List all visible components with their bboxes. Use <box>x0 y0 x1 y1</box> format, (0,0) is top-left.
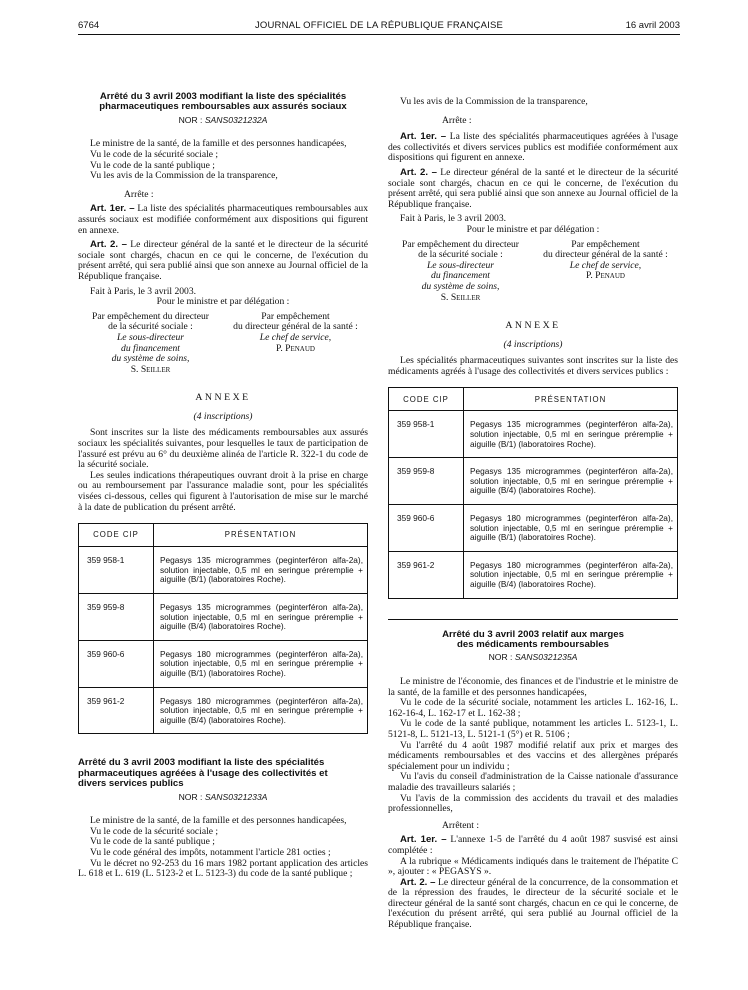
table-row: 359 959-8 Pegasys 135 microgrammes (peginterféron alfa-2a), solution injectable, 0,5 ml en seringue préremplie + aiguille (B/4) (laboratoires Roche). <box>389 458 678 505</box>
table-row: 359 958-1 Pegasys 135 microgrammes (peginterféron alfa-2a), solution injectable, 0,5 ml en seringue préremplie + aiguille (B/1) (laboratoires Roche). <box>79 547 368 594</box>
arrete1-inscriptions: (4 inscriptions) <box>193 410 253 422</box>
issue-date: 16 avril 2003 <box>625 20 680 31</box>
arrete3-vu: Vu le code de la sécurité sociale, notamment les articles L. 162-16, L. 162-16-4, L. 162-17 et L. 162-38 ; <box>388 697 678 719</box>
arrete1-nor: NOR : SANS0321232A <box>178 114 268 125</box>
arrete2-inscriptions: (4 inscriptions) <box>503 338 563 350</box>
arrete1-vu: Vu le code de la sécurité sociale ; <box>90 149 219 160</box>
arrete2-fait: Fait à Paris, le 3 avril 2003. <box>400 213 507 225</box>
arrete2-vu: Vu le code général des impôts, notamment l'article 281 octies ; <box>90 846 331 858</box>
arrete1-article-2: Art. 2. – Le directeur général de la santé et le directeur de la sécurité sociale sont chargés, chacun en ce qui le concerne, de l'exécution du présent arrêté, qui sera publié ainsi que son annexe au Journal officiel de la République française. <box>78 239 368 282</box>
arrete2-arrete: Arrête : <box>442 114 472 126</box>
column-header-presentation: PRÉSENTATION <box>154 524 368 547</box>
table-header-row <box>79 524 368 547</box>
table-row: 359 961-2 Pegasys 180 microgrammes (peginterféron alfa-2a), solution injectable, 0,5 ml en seringue préremplie + aiguille (B/4) (laboratoires Roche). <box>79 687 368 734</box>
column-header-cip: CODE CIP <box>79 524 154 547</box>
arrete2-vu: Vu le code de la sécurité sociale ; <box>90 825 219 837</box>
signature-left: Par empêchement du directeur de la sécurité sociale : Le sous-directeur du financement du système de soins, S. Seiller <box>402 238 519 303</box>
left-column <box>78 92 368 880</box>
arrete1-vu: Vu les avis de la Commission de la transparence, <box>90 170 278 182</box>
arrete1-pour: Pour le ministre et par délégation : <box>156 296 290 308</box>
arrete2-annexe-heading: ANNEXE <box>505 320 561 332</box>
arrete3-vu: Vu l'avis de la commission des accidents du travail et des maladies professionnelles, <box>388 792 678 815</box>
arrete2-article-1: Art. 1er. – La liste des spécialités pharmaceutiques agréées à l'usage des collectivités et divers services publics est modifiée conformément aux dispositions qui figurent en annexe. <box>388 131 678 164</box>
arrete2-annexe-p1: Les spécialités pharmaceutiques suivantes sont inscrites sur la liste des médicaments agréés à l'usage des collectivités et divers services publics : <box>388 355 678 377</box>
arrete2-vu: Vu le code de la santé publique ; <box>90 836 215 848</box>
arrete3-vu: Vu le code de la santé publique, notamment les articles L. 5123-1, L. 5121-8, L. 5121-13, L. 5121-1 (5°) et R. 5106 ; <box>388 718 678 740</box>
signature-left: Par empêchement du directeur de la sécurité sociale : Le sous-directeur du financement du système de soins, S. Seiller <box>92 310 209 375</box>
arrete3-article-1: Art. 1er. – L'annexe 1-5 de l'arrêté du 4 août 1987 susvisé est ainsi complétée : <box>388 834 678 856</box>
arrete2-intro: Le ministre de la santé, de la famille et des personnes handicapées, <box>90 815 347 827</box>
column-header-presentation: PRÉSENTATION <box>464 388 678 411</box>
table-row: 359 961-2 Pegasys 180 microgrammes (peginterféron alfa-2a), solution injectable, 0,5 ml en seringue préremplie + aiguille (B/4) (laboratoires Roche). <box>389 551 678 598</box>
arrete1-fait: Fait à Paris, le 3 avril 2003. <box>90 285 197 297</box>
arrete3-article-1-sub: A la rubrique « Médicaments indiqués dans le traitement de l'hépatite C », ajouter : « PEGASYS ». <box>388 855 678 878</box>
arrete1-annexe-p1: Sont inscrites sur la liste des médicaments remboursables aux assurés sociaux les spécialités suivantes, pour lesquelles le taux de participation de l'assuré est prévu au 6° du deuxième alinéa de l'article R. 322-1 du code de la sécurité sociale. <box>78 427 368 471</box>
arrete2-title: Arrêté du 3 avril 2003 modifiant la liste des spécialités pharmaceutiques agréées à l'usage des collectivités et divers services publics <box>78 757 328 790</box>
table-row: 359 960-6 Pegasys 180 microgrammes (peginterféron alfa-2a), solution injectable, 0,5 ml en seringue préremplie + aiguille (B/1) (laboratoires Roche). <box>79 640 368 687</box>
table-row: 359 959-8 Pegasys 135 microgrammes (peginterféron alfa-2a), solution injectable, 0,5 ml en seringue préremplie + aiguille (B/4) (laboratoires Roche). <box>79 594 368 641</box>
section-divider <box>388 619 678 620</box>
arrete3-vu: Vu l'arrêté du 4 août 1987 modifié relatif aux prix et marges des médicaments remboursables et des vaccins et des allergènes préparés spécialement pour un individu ; <box>388 739 678 772</box>
arrete2-nor: NOR : SANS0321233A <box>178 791 268 802</box>
arrete2-cip-table <box>388 387 678 598</box>
arrete3-arretent: Arrêtent : <box>442 819 480 831</box>
page-number: 6764 <box>78 20 100 31</box>
arrete2-vu: Vu le décret no 92-253 du 16 mars 1982 portant application des articles L. 618 et L. 619 (L. 5123-2 et L. 5123-3) du code de la santé publique ; <box>78 857 368 880</box>
page-header <box>78 20 680 35</box>
arrete2-article-2: Art. 2. – Le directeur général de la santé et le directeur de la sécurité sociale sont chargés, chacun en ce qui le concerne, de l'exécution du présent arrêté, qui sera publié ainsi que son annexe au Journal officiel de la République française. <box>388 166 678 210</box>
arrete3-title: Arrêté du 3 avril 2003 relatif aux marges des médicaments remboursables <box>442 628 624 650</box>
arrete3-intro: Le ministre de l'économie, des finances et de l'industrie et le ministre de la santé, de la famille et des personnes handicapées, <box>388 676 678 698</box>
table-row: 359 960-6 Pegasys 180 microgrammes (peginterféron alfa-2a), solution injectable, 0,5 ml en seringue préremplie + aiguille (B/1) (laboratoires Roche). <box>389 505 678 552</box>
table-row: 359 958-1 Pegasys 135 microgrammes (peginterféron alfa-2a), solution injectable, 0,5 ml en seringue préremplie + aiguille (B/1) (laboratoires Roche). <box>389 411 678 458</box>
arrete1-annexe-p2: Les seules indications thérapeutiques ouvrant droit à la prise en charge ou au remboursement par l'assurance maladie sont, pour les spécialités visées ci-dessous, celles qui figurent à l'autorisation de mise sur le marché à la date de publication du présent arrêté. <box>78 469 368 513</box>
arrete1-title: Arrêté du 3 avril 2003 modifiant la liste des spécialités pharmaceutiques remboursables aux assurés sociaux <box>99 91 347 113</box>
arrete1-signatures <box>78 312 368 376</box>
arrete1-intro: Le ministre de la santé, de la famille et des personnes handicapées, <box>90 138 347 150</box>
signature-right: Par empêchement du directeur général de la santé : Le chef de service, P. Penaud <box>543 238 668 282</box>
arrete1-cip-table <box>78 523 368 734</box>
signature-right: Par empêchement du directeur général de la santé : Le chef de service, P. Penaud <box>233 310 358 354</box>
table-header-row <box>389 388 678 411</box>
right-column <box>388 97 678 931</box>
arrete3-article-2: Art. 2. – Le directeur général de la concurrence, de la consommation et de la répression des fraudes, le directeur de la sécurité sociale et le directeur général de la santé sont chargés, chacun en ce qui le concerne, de l'exécution du présent arrêté, qui sera publié au Journal officiel de la République française. <box>388 876 678 931</box>
arrete1-arrete: Arrête : <box>124 188 154 200</box>
journal-title: JOURNAL OFFICIEL DE LA RÉPUBLIQUE FRANÇAISE <box>254 20 504 31</box>
arrete2-vu: Vu les avis de la Commission de la transparence, <box>400 96 588 107</box>
arrete2-signatures <box>388 240 678 304</box>
column-header-cip: CODE CIP <box>389 388 464 411</box>
arrete1-annexe-heading: ANNEXE <box>195 392 251 404</box>
arrete1-article-1: Art. 1er. – La liste des spécialités pharmaceutiques remboursables aux assurés sociaux est modifiée conformément aux dispositions qui figurent en annexe. <box>78 203 369 236</box>
arrete3-nor: NOR : SANS0321235A <box>488 652 578 663</box>
arrete1-vu: Vu le code de la santé publique ; <box>90 159 215 171</box>
arrete2-pour: Pour le ministre et par délégation : <box>466 223 600 235</box>
arrete3-vu: Vu l'avis du conseil d'administration de la Caisse nationale d'assurance maladie des travailleurs salariés ; <box>388 771 678 793</box>
